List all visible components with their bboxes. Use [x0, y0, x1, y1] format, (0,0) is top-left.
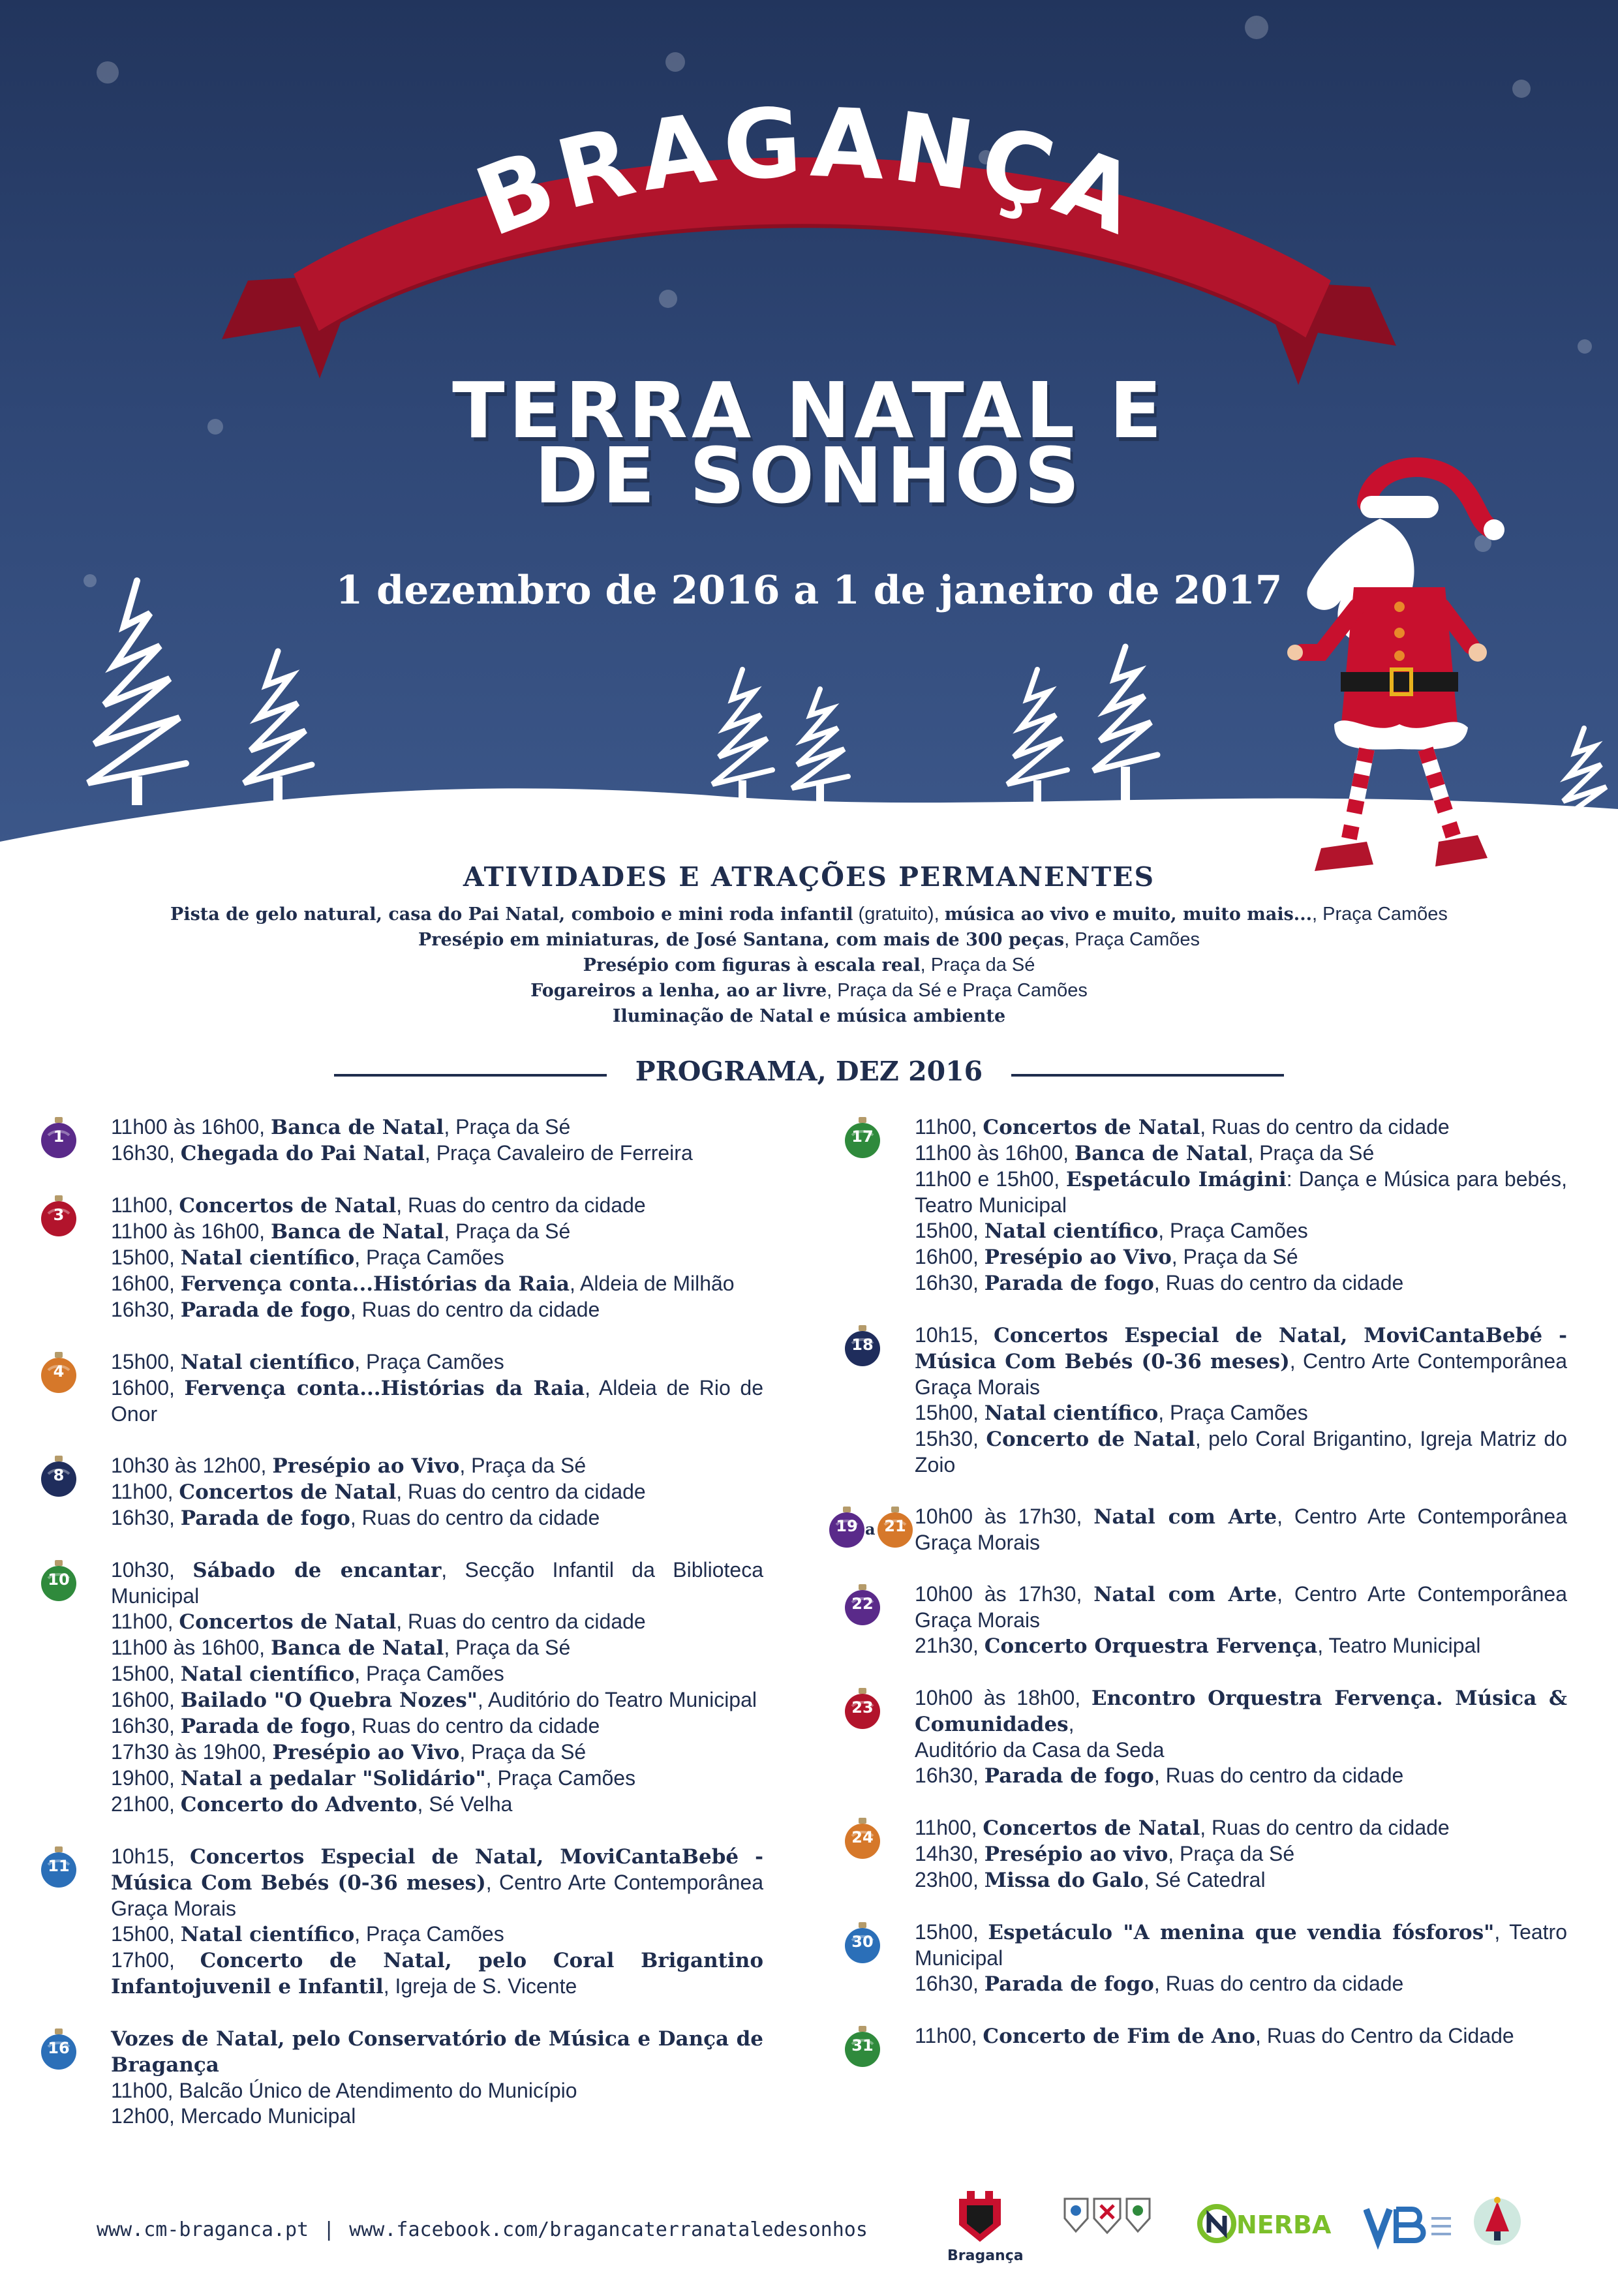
footer-links [97, 2218, 868, 2241]
event-name: Natal científico [984, 1401, 1159, 1425]
event-detail: , Teatro Municipal [915, 1920, 1568, 1970]
event-detail: , Centro Arte Contemporânea Graça Morais [915, 1582, 1568, 1632]
event-item [915, 1867, 1567, 1893]
event-detail: , Praça Cavaleiro de Ferreira [424, 1141, 693, 1165]
event-detail: 16h30, [111, 1298, 181, 1321]
snowy-tree-icon [1083, 643, 1168, 806]
day-range-joiner: a [865, 1520, 876, 1538]
program-day [843, 1114, 1567, 1296]
event-detail: , Ruas do Centro da Cidade [1255, 2024, 1514, 2047]
event-item [111, 2104, 763, 2129]
nerba-logo-text: NERBA [1236, 2211, 1332, 2239]
event-detail: (gratuito), [853, 904, 945, 925]
event-detail: 16h30, [111, 1506, 181, 1529]
event-name: Banca de Natal [270, 1220, 444, 1244]
event-item [111, 1140, 763, 1167]
permanent-activities-title: ATIVIDADES E ATRAÇÕES PERMANENTES [463, 861, 1155, 893]
event-detail: 10h15, [111, 1844, 191, 1868]
day-events [915, 1685, 1567, 1789]
event-item [915, 1270, 1567, 1296]
event-detail: 11h00 e 15h00, [915, 1167, 1067, 1191]
day-badge [39, 1454, 78, 1499]
event-detail: , Centro Arte Contemporânea Graça Morais [111, 1871, 763, 1920]
permanent-activity-item [0, 927, 1618, 953]
event-detail: 15h00, [915, 1219, 985, 1242]
event-item [111, 1766, 763, 1792]
event-detail: , Praça Camões [1312, 904, 1448, 925]
event-detail: 16h00, [915, 1245, 985, 1268]
event-name: Pista de gelo natural, casa do Pai Natal, comboio e mini roda infantil [170, 904, 853, 925]
permanent-activity-item [0, 953, 1618, 978]
event-detail: , Praça da Sé [444, 1115, 571, 1139]
day-number: 30 [851, 1933, 874, 1951]
event-name: Concerto de Fim de Ano [983, 2025, 1256, 2048]
day-number: 10 [48, 1570, 70, 1589]
event-detail: 11h00, [111, 1193, 179, 1217]
braganca-logo-text: Bragança [947, 2248, 1024, 2264]
event-name: Parada de fogo [984, 1764, 1154, 1788]
event-name: Natal científico [180, 1662, 355, 1686]
event-item [111, 1557, 763, 1609]
day-events [915, 1504, 1567, 1555]
program-day [39, 1453, 763, 1531]
permanent-activity-item [0, 902, 1618, 927]
event-item [915, 1140, 1567, 1167]
event-name: Natal com Arte [1093, 1583, 1277, 1606]
program-day [843, 1815, 1567, 1893]
event-item [915, 2023, 1567, 2049]
event-detail: , Ruas do centro da cidade [350, 1506, 600, 1529]
event-detail: 11h00, [915, 2024, 983, 2047]
event-detail: , Secção Infantil da Biblioteca Municipal [111, 1558, 764, 1608]
program-day [39, 1844, 763, 2000]
day-events [111, 1453, 763, 1531]
event-item [111, 1349, 763, 1375]
day-number: 24 [851, 1828, 874, 1846]
christmas-tree-badge-icon [1471, 2192, 1523, 2251]
event-name: Concerto Orquestra Fervença [984, 1634, 1318, 1658]
castle-icon [954, 2186, 1006, 2244]
event-detail: , Ruas do centro da cidade [1153, 1271, 1404, 1294]
event-name: Banca de Natal [270, 1636, 444, 1660]
event-item [111, 1739, 763, 1766]
event-name: Concerto de Natal, pelo Coral Brigantino Infantojuvenil e Infantil [111, 1949, 763, 1998]
event-item [915, 1971, 1567, 1997]
event-item [111, 2026, 763, 2078]
event-name: Bailado "O Quebra Nozes" [180, 1689, 478, 1712]
event-detail: 16h00, [111, 1272, 181, 1295]
event-detail: , Ruas do centro da cidade [350, 1298, 600, 1321]
day-badge [39, 1116, 78, 1160]
event-detail: 10h00 às 18h00, [915, 1686, 1091, 1709]
event-item [915, 1685, 1567, 1737]
event-item [915, 1323, 1567, 1400]
event-detail: , Praça da Sé e Praça Camões [827, 980, 1088, 1001]
event-item [915, 1218, 1567, 1244]
event-item [915, 1400, 1567, 1426]
day-events [111, 1114, 763, 1167]
event-detail: 15h00, [111, 1922, 181, 1946]
snowy-tree-icon [784, 685, 856, 816]
event-item [915, 1815, 1567, 1841]
event-detail: 16h30, [915, 1764, 985, 1787]
event-detail: 15h00, [915, 1920, 988, 1944]
event-detail: , Ruas do centro da cidade [1153, 1764, 1404, 1787]
event-detail: 11h00 às 16h00, [111, 1115, 271, 1139]
day-number: 19 [836, 1517, 858, 1535]
day-number: 16 [48, 2039, 70, 2057]
event-item [111, 1609, 763, 1635]
event-detail: , Praça da Sé [444, 1219, 571, 1243]
subtitle-line-2: DE SONHOS [534, 431, 1084, 521]
event-item [111, 2078, 763, 2104]
program-day [843, 1920, 1567, 1997]
event-detail: 11h00 às 16h00, [111, 1219, 271, 1243]
snowy-tree-icon [998, 666, 1076, 816]
event-detail: , Centro Arte Contemporânea Graça Morais [915, 1349, 1567, 1399]
event-detail: 10h30, [111, 1558, 193, 1582]
day-events [111, 1844, 763, 2000]
day-events [111, 1193, 763, 1323]
braganca-municipality-logo [947, 2186, 1024, 2284]
event-detail: , Praça da Sé [459, 1454, 587, 1477]
event-detail: , Aldeia de Milhão [569, 1272, 735, 1295]
event-item [111, 1453, 763, 1479]
event-item [915, 1504, 1567, 1555]
coat-of-arms-icon [1058, 2192, 1156, 2238]
event-detail: , Praça da Sé [1171, 1245, 1298, 1268]
event-name: Concertos Especial de Natal, MoviCantaBebé - Música Com Bebés (0-36 meses) [915, 1324, 1568, 1373]
event-detail: , [1068, 1712, 1075, 1736]
event-detail: , Praça Camões [1064, 929, 1200, 950]
program-day [39, 1349, 763, 1427]
event-detail: 17h00, [111, 1948, 200, 1972]
vb-logo [1364, 2204, 1455, 2250]
permanent-activity-item [0, 978, 1618, 1003]
event-name: Natal científico [180, 1923, 355, 1946]
event-detail: 10h30 às 12h00, [111, 1454, 273, 1477]
program-day [39, 2026, 763, 2129]
event-name: Presépio ao vivo [984, 1843, 1168, 1866]
event-detail: 15h00, [111, 1662, 181, 1685]
snowflake [1578, 339, 1592, 354]
footer-separator: | [323, 2218, 335, 2241]
nerba-n-icon [1197, 2204, 1236, 2243]
event-item [111, 1375, 763, 1427]
event-detail: 10h00 às 17h30, [915, 1582, 1094, 1606]
event-detail: , Aldeia de Rio de Onor [111, 1376, 764, 1426]
website-link[interactable]: www.cm-braganca.pt [97, 2218, 309, 2241]
event-item [915, 1244, 1567, 1270]
page-title: BRAGANÇA [462, 87, 1156, 258]
day-badge [843, 2025, 882, 2069]
event-name: Presépio ao Vivo [272, 1741, 460, 1764]
event-name: Parada de fogo [180, 1715, 350, 1738]
day-events [111, 1349, 763, 1427]
day-events [915, 1582, 1567, 1659]
event-name: Natal com Arte [1093, 1505, 1277, 1529]
day-events [915, 1920, 1567, 1997]
divider-right [1011, 1074, 1284, 1077]
day-badge [39, 1845, 78, 1890]
event-name: Parada de fogo [984, 1972, 1154, 1996]
day-badge [39, 1559, 78, 1603]
event-detail: , Praça da Sé [459, 1740, 587, 1764]
event-item [915, 1763, 1567, 1789]
event-detail: 10h15, [915, 1323, 994, 1347]
subtitle-line-1: TERRA NATAL E [452, 365, 1166, 455]
event-detail: , Centro Arte Contemporânea Graça Morais [915, 1505, 1568, 1554]
day-events [915, 1323, 1567, 1478]
event-name: Fervença conta...Histórias da Raia [184, 1377, 585, 1400]
program-day [843, 2023, 1567, 2055]
day-number: 11 [48, 1857, 70, 1875]
day-number: 17 [851, 1127, 874, 1146]
day-number: 22 [851, 1595, 874, 1613]
event-detail: 11h00 às 16h00, [915, 1141, 1075, 1165]
event-detail: 12h00, Mercado Municipal [111, 2104, 356, 2128]
event-detail: , Ruas do centro da cidade [1200, 1816, 1450, 1839]
day-badge [39, 1194, 78, 1238]
event-item [111, 1505, 763, 1531]
event-item [111, 1479, 763, 1505]
event-detail: 17h30 às 19h00, [111, 1740, 273, 1764]
event-item [111, 1713, 763, 1739]
nerba-logo [1197, 2204, 1332, 2250]
event-detail: , Ruas do centro da cidade [396, 1193, 646, 1217]
event-detail: 21h30, [915, 1634, 985, 1657]
day-number: 3 [53, 1206, 65, 1224]
permanent-activity-item [0, 1003, 1618, 1029]
event-name: música ao vivo e muito, muito mais... [944, 904, 1313, 925]
program-day [39, 1114, 763, 1167]
event-name: Encontro Orquestra Fervença. Música & Comunidades [915, 1687, 1567, 1736]
day-badge [843, 1324, 882, 1368]
event-detail: 15h30, [915, 1427, 986, 1450]
event-item [111, 1661, 763, 1687]
event-name: Sábado de encantar [192, 1559, 442, 1582]
event-detail: Auditório da Casa da Seda [915, 1738, 1165, 1762]
event-detail: , Praça Camões [1158, 1401, 1308, 1424]
event-name: Concertos de Natal [179, 1610, 397, 1634]
event-name: Missa do Galo [984, 1869, 1144, 1892]
event-item [111, 1948, 763, 2000]
event-detail: , Praça da Sé [444, 1636, 571, 1659]
event-name: Espetáculo Imágini [1066, 1168, 1287, 1191]
permanent-activities-list [0, 902, 1618, 1029]
event-name: Fogareiros a lenha, ao ar livre [530, 981, 827, 1001]
program-column-right [836, 1114, 1568, 2075]
event-detail: , Praça Camões [354, 1662, 504, 1685]
event-detail: 16h00, [111, 1688, 181, 1711]
event-item [111, 1271, 763, 1297]
event-detail: , Ruas do centro da cidade [1200, 1115, 1450, 1139]
event-detail: 11h00, [915, 1115, 983, 1139]
event-name: Banca de Natal [1074, 1142, 1248, 1165]
program-day [836, 1504, 1568, 1555]
day-badge [843, 1583, 882, 1627]
snowy-tree-icon [703, 666, 782, 816]
event-detail: , Praça Camões [354, 1350, 504, 1373]
event-dates: 1 dezembro de 2016 a 1 de janeiro de 2017 [335, 568, 1283, 613]
event-detail: , Praça da Sé [920, 955, 1035, 975]
event-name: Espetáculo "A menina que vendia fósforos" [988, 1921, 1495, 1944]
day-badge [843, 1116, 882, 1160]
event-name: Concertos de Natal [179, 1194, 397, 1217]
day-events [915, 1815, 1567, 1893]
program-day [843, 1323, 1567, 1478]
event-name: Concerto do Advento [180, 1793, 418, 1816]
day-number: 21 [884, 1517, 906, 1535]
event-name: Parada de fogo [180, 1298, 350, 1322]
event-item [915, 1426, 1567, 1478]
santa-skating-illustration [1269, 457, 1543, 900]
permanent-activities [0, 861, 1618, 1029]
day-badge [843, 1816, 882, 1861]
event-detail: 21h00, [111, 1792, 181, 1816]
event-name: Concertos de Natal [983, 1816, 1200, 1840]
event-detail: , Igreja de S. Vicente [383, 1974, 577, 1998]
event-name: Concerto de Natal [986, 1428, 1195, 1451]
day-events [915, 2023, 1567, 2049]
event-detail: , Ruas do centro da cidade [350, 1714, 600, 1737]
event-name: Presépio em miniaturas, de José Santana, com mais de 300 peças [418, 930, 1065, 950]
day-events [915, 1114, 1567, 1296]
parish-union-logo [1058, 2192, 1156, 2271]
event-detail: 15h00, [915, 1401, 985, 1424]
event-detail: , Auditório do Teatro Municipal [477, 1688, 757, 1711]
event-name: Chegada do Pai Natal [180, 1142, 425, 1165]
event-item [111, 1114, 763, 1140]
event-detail: 11h00, [915, 1816, 983, 1839]
event-detail: : Dança e Música para bebés, Teatro Municipal [915, 1167, 1568, 1217]
event-detail: 11h00, [111, 1480, 179, 1503]
event-detail: 11h00, [111, 1610, 179, 1633]
snowy-tree-icon [1551, 724, 1617, 848]
event-item [111, 1219, 763, 1245]
event-detail: 16h30, [915, 1271, 985, 1294]
event-detail: , Sé Catedral [1143, 1868, 1266, 1891]
event-item [111, 1245, 763, 1271]
day-number: 8 [53, 1466, 65, 1484]
event-item [111, 1687, 763, 1713]
event-name: Natal científico [180, 1351, 355, 1374]
event-detail: , Ruas do centro da cidade [396, 1610, 646, 1633]
event-name: Natal científico [180, 1246, 355, 1270]
event-item [915, 1920, 1567, 1971]
event-detail: , Sé Velha [417, 1792, 513, 1816]
event-item [915, 1633, 1567, 1659]
event-item [915, 1582, 1567, 1633]
day-number: 23 [851, 1698, 874, 1717]
event-item [111, 1193, 763, 1219]
program-day [843, 1582, 1567, 1659]
program-day [843, 1685, 1567, 1789]
event-detail: 16h00, [111, 1376, 185, 1400]
event-item [111, 1297, 763, 1323]
event-detail: 16h30, [111, 1141, 181, 1165]
christmas-tree-badge-logo [1471, 2192, 1523, 2251]
event-detail: , Praça Camões [1158, 1219, 1308, 1242]
event-detail: 11h00, Balcão Único de Atendimento do Município [111, 2079, 577, 2102]
event-detail: 15h00, [111, 1350, 181, 1373]
day-number: 1 [53, 1127, 65, 1146]
event-name: Presépio com figuras à escala real [583, 955, 921, 975]
day-badge [843, 1687, 882, 1731]
event-detail: 16h30, [915, 1972, 985, 1995]
event-detail: , Ruas do centro da cidade [1153, 1972, 1404, 1995]
event-item [111, 1792, 763, 1818]
event-detail: , Teatro Municipal [1317, 1634, 1481, 1657]
program-column-left [39, 1114, 763, 2155]
event-name: Concertos de Natal [983, 1116, 1200, 1139]
event-detail: 10h00 às 17h30, [915, 1505, 1094, 1528]
day-events [111, 1557, 763, 1818]
event-detail: , Praça Camões [485, 1766, 636, 1790]
day-badge [39, 2027, 78, 2072]
day-number: 4 [53, 1362, 65, 1381]
day-range-badge [827, 1505, 925, 1550]
event-item [111, 1844, 763, 1921]
event-item [111, 1921, 763, 1948]
program-day [39, 1193, 763, 1323]
event-detail: 11h00 às 16h00, [111, 1636, 271, 1659]
day-number: 18 [851, 1336, 874, 1354]
event-detail: , Praça da Sé [1247, 1141, 1375, 1165]
event-item [915, 1737, 1567, 1763]
snowy-tree-icon [232, 646, 324, 816]
event-detail: 19h00, [111, 1766, 181, 1790]
title-text-arc [0, 0, 1618, 339]
event-name: Natal científico [984, 1219, 1159, 1243]
event-detail: , Praça da Sé [1168, 1842, 1295, 1865]
event-item [915, 1841, 1567, 1867]
event-name: Parada de fogo [984, 1272, 1154, 1295]
event-item [915, 1167, 1567, 1218]
event-detail: 16h30, [111, 1714, 181, 1737]
event-name: Natal a pedalar "Solidário" [180, 1767, 486, 1790]
facebook-link[interactable]: www.facebook.com/bragancaterranataledesonhos [349, 2218, 868, 2241]
event-detail: 14h30, [915, 1842, 985, 1865]
event-name: Concertos Especial de Natal, MoviCantaBebé - Música Com Bebés (0-36 meses) [111, 1845, 764, 1895]
program-day [39, 1557, 763, 1818]
event-name: Fervença conta...Histórias da Raia [180, 1272, 570, 1296]
event-detail: , Ruas do centro da cidade [396, 1480, 646, 1503]
day-badge [39, 1351, 78, 1395]
event-detail: 23h00, [915, 1868, 985, 1891]
event-name: Presépio ao Vivo [272, 1454, 460, 1478]
event-detail: , Praça Camões [354, 1922, 504, 1946]
event-name: Presépio ao Vivo [984, 1246, 1172, 1269]
event-item [111, 1635, 763, 1661]
event-detail: , pelo Coral Brigantino, Igreja Matriz do Zoio [915, 1427, 1568, 1477]
event-name: Iluminação de Natal e música ambiente [612, 1006, 1006, 1026]
event-name: Parada de fogo [180, 1507, 350, 1530]
event-detail: , Praça Camões [354, 1246, 504, 1269]
event-name: Concertos de Natal [179, 1480, 397, 1504]
event-item [915, 1114, 1567, 1140]
vb-letters-icon [1364, 2204, 1455, 2250]
event-name: Banca de Natal [270, 1116, 444, 1139]
event-detail: 15h00, [111, 1246, 181, 1269]
event-name: Vozes de Natal, pelo Conservatório de Música e Dança de Bragança [111, 2027, 763, 2077]
day-badge [843, 1921, 882, 1965]
day-events [111, 2026, 763, 2129]
day-number: 31 [851, 2036, 874, 2055]
program-title: PROGRAMA, DEZ 2016 [635, 1056, 983, 1087]
